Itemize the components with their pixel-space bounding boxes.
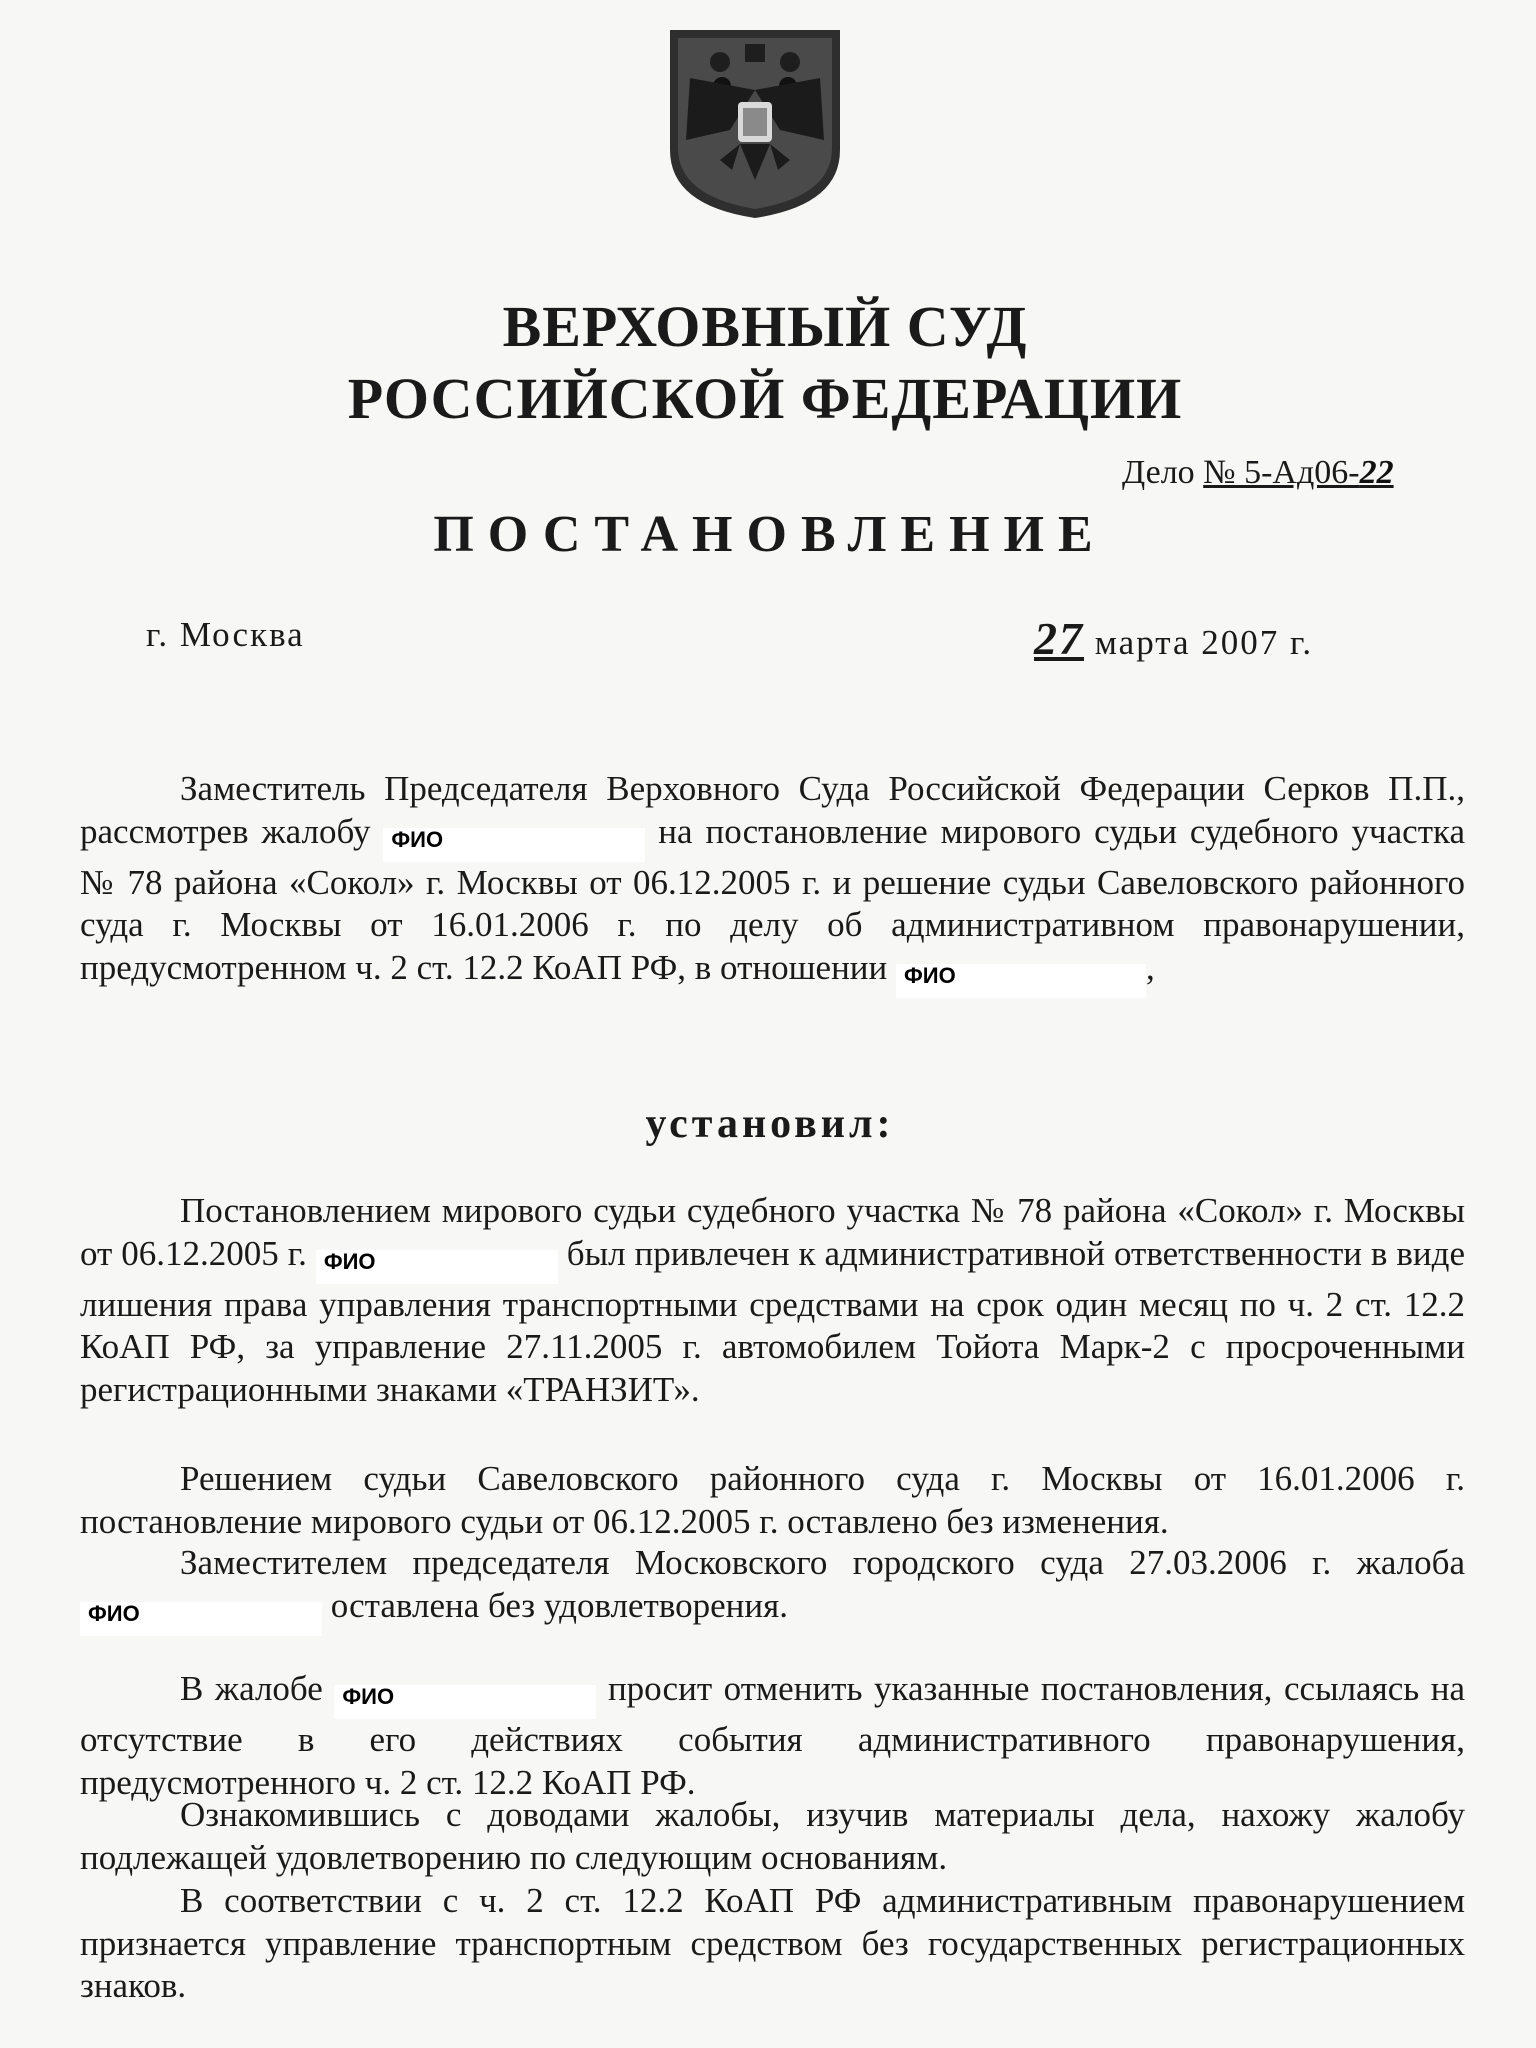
- case-number-handwritten: 22: [1359, 454, 1394, 491]
- redacted-name: ФИО: [383, 828, 645, 862]
- paragraph-law: В соответствии с ч. 2 ст. 12.2 КоАП РФ административным правонарушением признается управление транспортным средством без государственных регистрационных знаков.: [80, 1881, 1465, 2005]
- paragraph-resolution: Постановлением мирового судьи судебного участка № 78 района «Сокол» г. Москвы от 06.12.2005 г. ФИО был привлечен к административной ответственности в виде лишения права управления транспортными средствами на срок один месяц по ч. 2 ст. 12.2 КоАП РФ, за управление 27.11.2005 г. автомобилем Тойота Марк-2 с просроченными регистрационными знаками «ТРАНЗИТ».: [80, 1191, 1465, 1409]
- paragraph-city-court: Заместителем председателя Московского городского суда 27.03.2006 г. жалоба ФИО оставлена без удовлетворения.: [80, 1542, 1465, 1636]
- court-name-line1: ВЕРХОВНЫЙ СУД: [502, 294, 1028, 359]
- coat-of-arms-emblem-icon: [660, 20, 850, 220]
- section-heading: установил:: [645, 1101, 895, 1147]
- case-number-value: № 5-Ад06-22: [1203, 454, 1394, 491]
- document-type: ПОСТАНОВЛЕНИЕ: [433, 506, 1107, 563]
- redacted-name: ФИО: [334, 1685, 596, 1719]
- paragraph-intro: Заместитель Председателя Верховного Суда Российской Федерации Серков П.П., рассмотрев жалобу ФИО на постановление мирового судьи судебного участка № 78 района «Сокол» г. Москвы от 06.12.2005 г. и решение судьи Савеловского районного суда г. Москвы от 16.01.2006 г. по делу об административном правонарушении, предусмотренном ч. 2 ст. 12.2 КоАП РФ, в отношении ФИО ,: [80, 768, 1465, 998]
- paragraph-complaint: В жалобе ФИО просит отменить указанные постановления, ссылаясь на отсутствие в его действиях события административного правонарушения, предусмотренного ч. 2 ст. 12.2 КоАП РФ.: [80, 1669, 1466, 1802]
- paragraph-review: Ознакомившись с доводами жалобы, изучив материалы дела, нахожу жалобу подлежащей удовлетворению по следующим основаниям.: [80, 1795, 1465, 1877]
- date-day-handwritten: 27: [1034, 613, 1084, 664]
- city: г. Москва: [146, 615, 305, 654]
- court-name-line2: РОССИЙСКОЙ ФЕДЕРАЦИИ: [347, 366, 1183, 431]
- redacted-name: ФИО: [896, 964, 1146, 998]
- redacted-name: ФИО: [80, 1602, 322, 1636]
- case-prefix: Дело: [1122, 454, 1195, 491]
- case-number: [1122, 454, 1394, 492]
- paragraph-district-court: Решением судьи Савеловского районного суда г. Москвы от 16.01.2006 г. постановление мирового судьи от 06.12.2005 г. оставлено без изменения.: [80, 1459, 1465, 1541]
- document-date: [1034, 612, 1313, 665]
- redacted-name: ФИО: [316, 1250, 558, 1284]
- date-month-year: марта 2007 г.: [1094, 623, 1314, 662]
